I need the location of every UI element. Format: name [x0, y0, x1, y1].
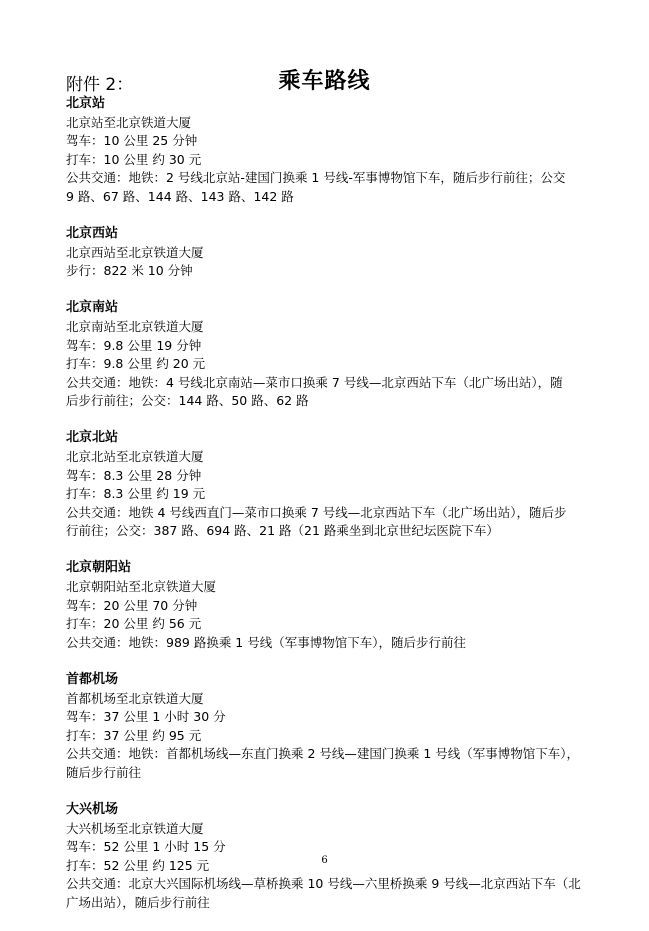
transit-line: 公共交通：地铁：2 号线北京站-建国门换乘 1 号线-军事博物馆下车，随后步行前往；公交 [66, 170, 566, 186]
section-beijing-station [66, 95, 586, 207]
attachment-label: 附件 2： [66, 75, 134, 95]
transit-line: 公共交通：北京大兴国际机场线—草桥换乘 10 号线—六里桥换乘 9 号线—北京西站下车（北 [66, 876, 581, 892]
drive-line: 驾车：8.3 公里 28 分钟 [66, 467, 202, 483]
route-line: 北京西站至北京铁道大厦 [66, 244, 204, 260]
transit-line-cont: 行前往；公交：387 路、694 路、21 路（21 路乘坐到北京世纪坛医院下车） [66, 523, 499, 539]
section-beijing-south [66, 299, 586, 411]
taxi-line: 打车：52 公里 约 125 元 [66, 857, 210, 873]
taxi-line: 打车：37 公里 约 95 元 [66, 727, 202, 743]
transit-line-cont: 后步行前往；公交：144 路、50 路、62 路 [66, 393, 309, 409]
drive-line: 驾车：37 公里 1 小时 30 分 [66, 709, 226, 725]
taxi-line: 打车：20 公里 约 56 元 [66, 616, 202, 632]
section-title: 北京朝阳站 [66, 560, 132, 576]
drive-line: 驾车：10 公里 25 分钟 [66, 133, 198, 149]
transit-line: 公共交通：地铁：4 号线北京南站—菜市口换乘 7 号线—北京西站下车（北广场出站），随 [66, 374, 563, 390]
route-line: 北京北站至北京铁道大厦 [66, 449, 204, 464]
taxi-line: 打车：9.8 公里 约 20 元 [66, 356, 206, 372]
section-title: 大兴机场 [66, 802, 119, 817]
transit-line: 公共交通：地铁 4 号线西直门—菜市口换乘 7 号线—北京西站下车（北广场出站），随后步 [66, 504, 567, 520]
route-line: 大兴机场至北京铁道大厦 [66, 820, 204, 836]
section-title: 北京北站 [66, 430, 119, 446]
taxi-line: 打车：10 公里 约 30 元 [66, 151, 202, 167]
walk-line: 步行：822 米 10 分钟 [66, 263, 193, 279]
page-number: 6 [321, 855, 328, 866]
transit-line-cont: 广场出站），随后步行前往 [66, 894, 210, 910]
route-line: 北京南站至北京铁道大厦 [66, 318, 204, 334]
drive-line: 驾车：52 公里 1 小时 15 分 [66, 839, 226, 855]
route-line: 北京站至北京铁道大厦 [66, 114, 192, 130]
page-title: 乘车路线 [278, 69, 371, 94]
transit-line: 公共交通：地铁：989 路换乘 1 号线（军事博物馆下车），随后步行前往 [66, 634, 466, 650]
section-title: 首都机场 [66, 671, 119, 687]
page-header [0, 64, 649, 98]
drive-line: 驾车：9.8 公里 19 分钟 [66, 337, 202, 353]
transit-line-cont: 9 路、67 路、144 路、143 路、142 路 [66, 188, 294, 204]
route-line: 北京朝阳站至北京铁道大厦 [66, 579, 217, 595]
section-capital-airport [66, 671, 586, 783]
transit-line-cont: 随后步行前往 [66, 764, 142, 780]
transit-line: 公共交通：地铁：首都机场线—东直门换乘 2 号线—建国门换乘 1 号线（军事博物馆下车）， [66, 746, 580, 762]
taxi-line: 打车：8.3 公里 约 19 元 [66, 486, 206, 502]
section-title: 北京站 [66, 96, 106, 111]
section-beijing-north [66, 429, 586, 541]
route-line: 首都机场至北京铁道大厦 [66, 690, 204, 706]
route-list [66, 95, 586, 931]
drive-line: 驾车：20 公里 70 分钟 [66, 597, 198, 613]
section-beijing-chaoyang [66, 559, 586, 652]
section-title: 北京南站 [66, 300, 119, 316]
section-beijing-west [66, 225, 586, 281]
section-title: 北京西站 [66, 226, 119, 242]
